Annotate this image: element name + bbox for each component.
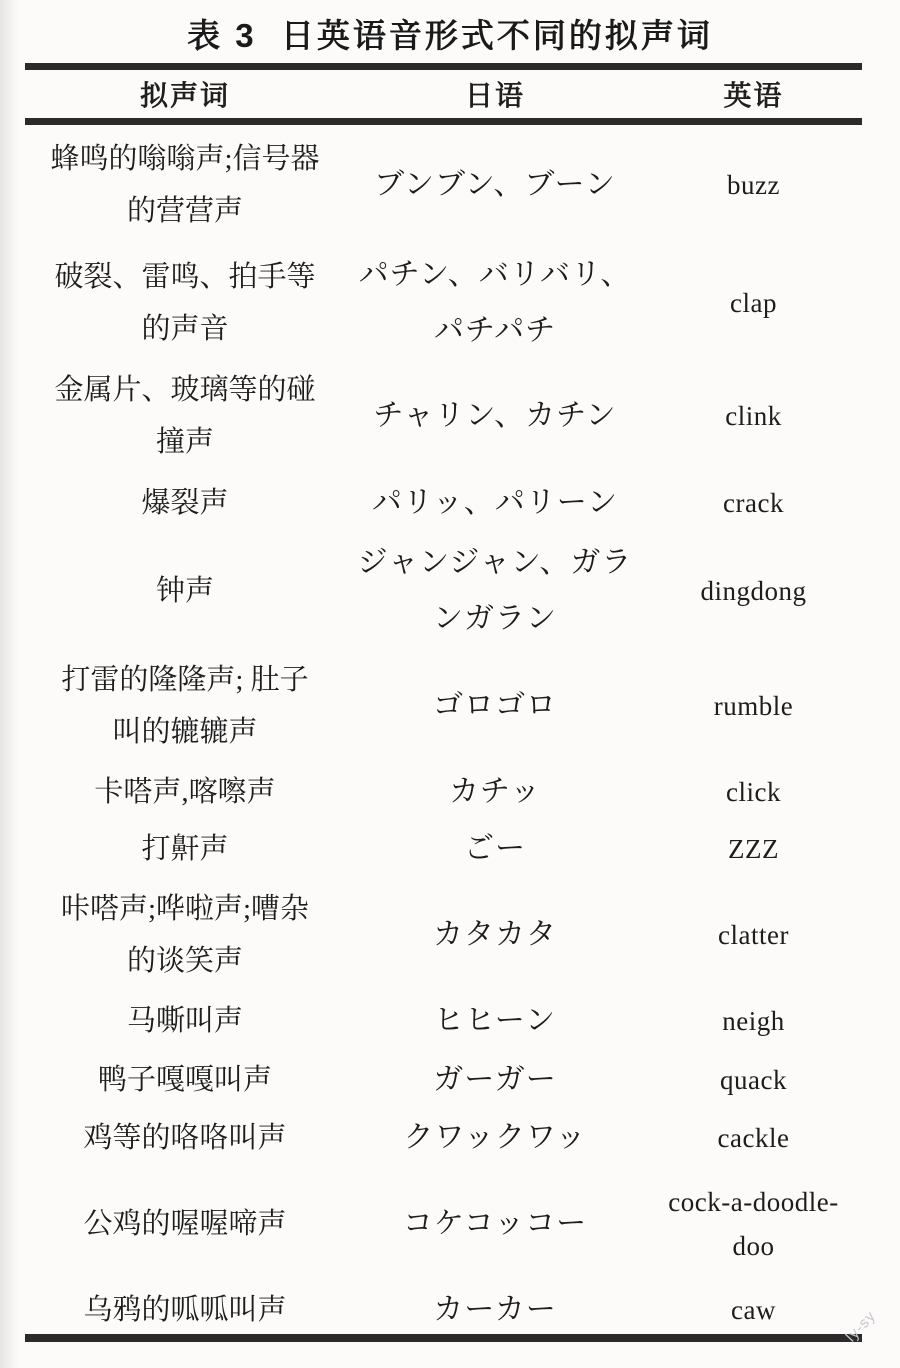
cell-description: 马嘶叫声: [126, 1005, 243, 1037]
cell-japanese: ヒヒーン: [433, 1004, 557, 1037]
cell-english: quack: [720, 1065, 787, 1095]
table-bottom-rule: [25, 1334, 862, 1342]
cell-english: buzz: [727, 170, 780, 200]
cell-english: ZZZ: [728, 833, 779, 864]
column-header-onomatopoeia: 拟声词: [139, 80, 230, 111]
cell-english: neigh: [722, 1006, 785, 1036]
cell-description: 公鸡的喔喔啼声: [83, 1207, 287, 1240]
cell-description: 金属片、玻璃等的碰撞声: [54, 374, 316, 458]
cell-english: clatter: [718, 919, 789, 950]
cell-japanese: カーカー: [433, 1292, 557, 1326]
cell-japanese: チャリン、カチン: [373, 399, 617, 432]
cell-japanese: ブンブン、ブーン: [374, 168, 616, 201]
watermark: ly-sy: [842, 1307, 880, 1346]
column-header-english: 英语: [723, 80, 784, 111]
table-header-row: [25, 70, 862, 118]
table-header-rule: [25, 118, 862, 125]
cell-japanese: パチン、バリバリ、パチパチ: [358, 257, 632, 347]
table-title: 表 3 日英语音形式不同的拟声词: [187, 17, 713, 54]
cell-description: 乌鸦的呱呱叫声: [83, 1293, 287, 1326]
cell-description: 钟声: [155, 574, 214, 607]
cell-japanese: カチッ: [448, 775, 542, 808]
cell-english: click: [726, 777, 781, 807]
cell-description: 鸡等的咯咯叫声: [83, 1121, 287, 1154]
cell-english: clap: [730, 287, 777, 318]
cell-english: crack: [723, 488, 784, 518]
cell-japanese: ガーガー: [433, 1063, 557, 1096]
cell-japanese: ジャンジャン、ガランガラン: [357, 545, 633, 635]
cell-english: caw: [731, 1294, 776, 1325]
cell-japanese: パリッ、パリーン: [371, 486, 619, 519]
cell-english: clink: [725, 401, 782, 431]
cell-japanese: クワックワッ: [403, 1120, 587, 1154]
table-body: [25, 125, 862, 1337]
cell-japanese: ゴロゴロ: [433, 688, 557, 722]
cell-english: cock-a-doodle-doo: [668, 1186, 839, 1261]
cell-description: 爆裂声: [141, 487, 229, 519]
cell-japanese: コケコッコー: [402, 1206, 588, 1240]
cell-description: 破裂、雷鸣、拍手等的声音: [54, 260, 316, 345]
table-top-rule: [25, 63, 862, 70]
cell-japanese: ごー: [464, 831, 526, 865]
cell-description: 咔嗒声;哗啦声;嘈杂的谈笑声: [60, 892, 310, 977]
cell-description: 打鼾声: [141, 832, 229, 865]
cell-english: rumble: [713, 690, 794, 721]
column-header-japanese: 日语: [464, 80, 525, 111]
cell-description: 鸭子嘎嘎叫声: [97, 1064, 272, 1096]
cell-english: cackle: [717, 1122, 790, 1153]
cell-description: 打雷的隆隆声; 肚子叫的辘辘声: [61, 663, 309, 748]
cell-english: dingdong: [700, 575, 807, 606]
cell-description: 卡嗒声,喀嚓声: [94, 776, 276, 808]
cell-japanese: カタカタ: [433, 917, 557, 951]
cell-description: 蜂鸣的嗡嗡声;信号器的营营声: [50, 143, 320, 227]
